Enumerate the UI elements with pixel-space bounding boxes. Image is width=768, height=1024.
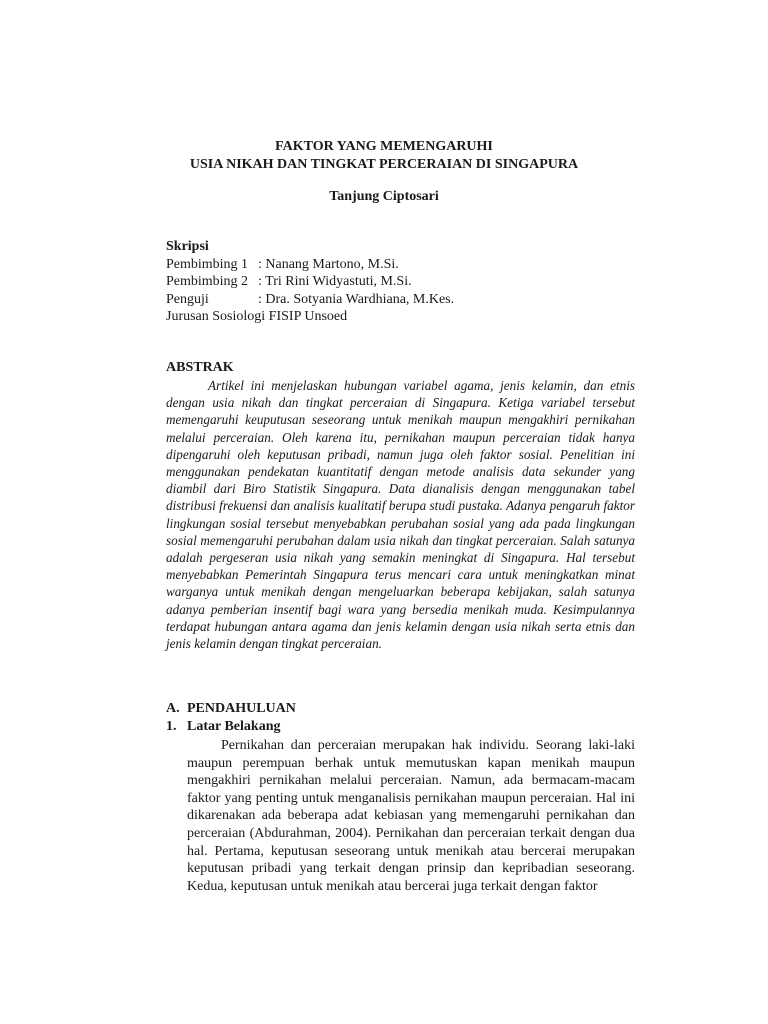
examiner-value: : Dra. Sotyania Wardhiana, M.Kes. [258, 291, 455, 307]
examiner-label: Penguji [166, 291, 209, 307]
department: Jurusan Sosiologi FISIP Unsoed [166, 309, 348, 324]
section-a-heading [166, 701, 296, 717]
section-a-number: A. [166, 701, 180, 716]
thesis-meta [166, 238, 636, 326]
examiner-row [166, 291, 636, 309]
section-1-title: Latar Belakang [187, 719, 281, 734]
section-1-heading [166, 719, 280, 735]
advisor-1-row [166, 256, 636, 274]
title-line-2: USIA NIKAH DAN TINGKAT PERCERAIAN DI SINGAPURA [189, 157, 579, 172]
document-title [0, 138, 768, 174]
author-name: Tanjung Ciptosari [329, 189, 439, 204]
abstract-text: Artikel ini menjelaskan hubungan variabel agama, jenis kelamin, dan etnis dengan usia nikah dan tingkat perceraian di Singapura. Ketiga variabel tersebut memengaruhi keuputusan seseorang untuk menikah maupun mengakhiri pernikahan melalui perceraian. Oleh karena itu, pernikahan maupun perceraian tidak hanya dipengaruhi oleh keputusan pribadi, namun juga oleh faktor sosial. Penelitian ini menggunakan pendekatan kuantitatif dengan metode analisis data sekunder yang diambil dari Biro Statistik Singapura. Data dianalisis dengan menggunakan tabel distribusi frekuensi dan analisis kualitatif berupa studi pustaka. Adanya pengaruh faktor lingkungan sosial tersebut menyebabkan perubahan sosial yang ada pada lingkungan sosial memengaruhi perubahan dalam usia nikah dan tingkat perceraian. Salah satunya adalah pergeseran usia nikah yang semakin meningkat di Singapura. Hal tersebut menyebabkan Pemerintah Singapura terus mencari cara untuk meningkatkan minat warganya untuk menikah dengan mengeluarkan beberapa kebijakan, salah satunya adanya pemberian insentif bagi wara yang bersedia menikah muda. Kesimpulannya terdapat hubungan antara agama dan jenis kelamin dengan usia nikah serta etnis dan jenis kelamin dengan tingkat perceraian. [166, 378, 635, 652]
advisor-1-value: : Nanang Martono, M.Si. [258, 256, 399, 272]
title-line-1: FAKTOR YANG MEMENGARUHI [275, 139, 493, 154]
abstract-heading: ABSTRAK [166, 360, 234, 375]
advisor-1-label: Pembimbing 1 [166, 256, 249, 272]
body-paragraph: Pernikahan dan perceraian merupakan hak individu. Seorang laki-laki maupun perempuan berhak untuk memutuskan kapan menikah maupun mengakhiri pernikahan melalui perceraian. Namun, ada bermacam-macam faktor yang penting untuk menganalisis pernikahan maupun perceraian. Hal ini dikarenakan ada beberapa adat kebiasan yang memengaruhi pernikahan dan perceraian (Abdurahman, 2004). Pernikahan dan perceraian terkait dengan dua hal. Pertama, keputusan seseorang untuk menikah atau bercerai merupakan keputusan pribadi yang terkait dengan prinsip dan kepribadian seseorang. Kedua, keputusan untuk menikah atau bercerai juga terkait dengan faktor [187, 738, 635, 894]
document-type: Skripsi [166, 239, 209, 254]
section-1-number: 1. [166, 719, 177, 734]
advisor-2-row [166, 273, 636, 291]
advisor-2-value: : Tri Rini Widyastuti, M.Si. [258, 274, 412, 289]
advisor-2-label: Pembimbing 2 [166, 274, 249, 289]
section-a-title: PENDAHULUAN [187, 701, 296, 716]
